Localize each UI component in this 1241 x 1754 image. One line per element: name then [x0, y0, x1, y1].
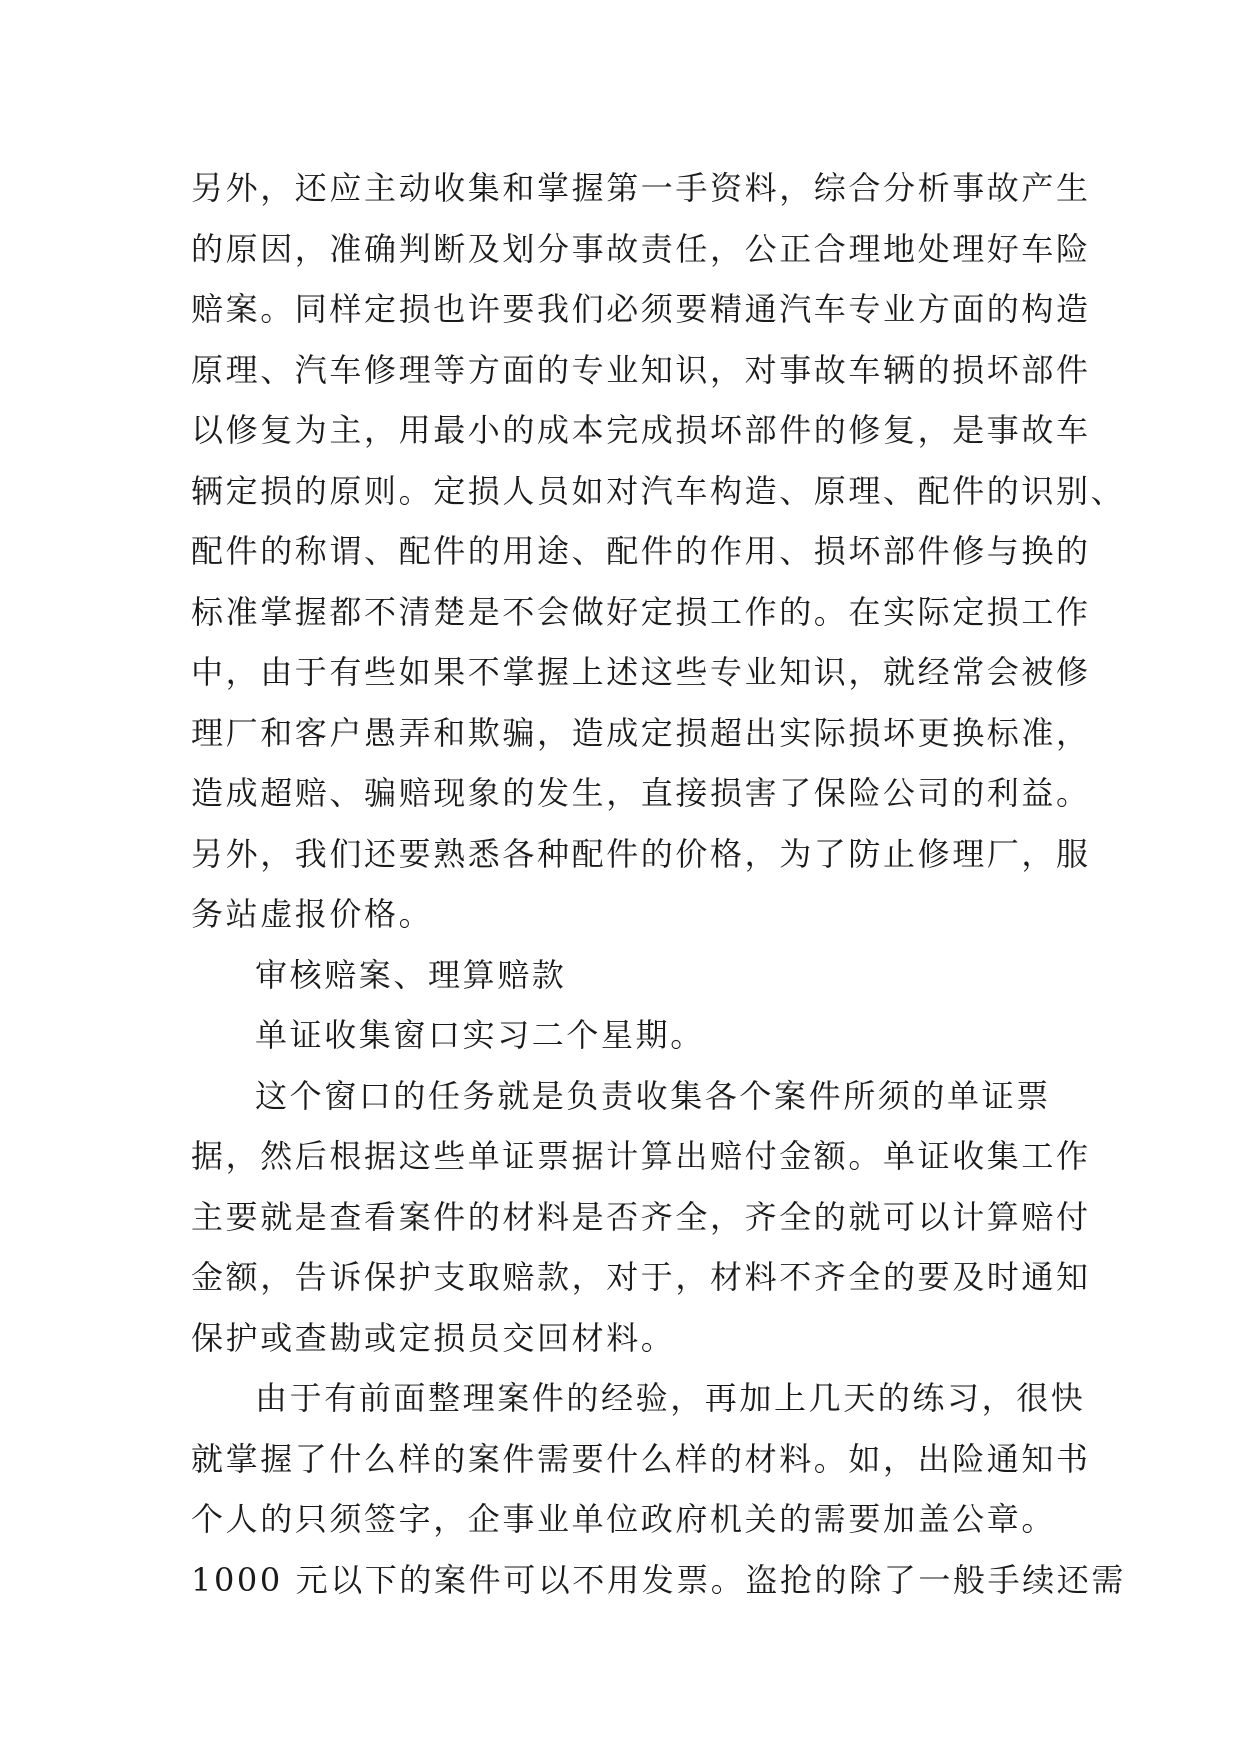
text-line: 单证收集窗口实习二个星期。: [255, 1016, 705, 1054]
paragraph-start: 这个窗口的任务就是负责收集各个案件所须的单证票: [255, 1076, 1051, 1115]
text-line: 1000 元以下的案件可以不用发票。盗抢的除了一般手续还需: [191, 1560, 1127, 1599]
text-line: 务站虚报价格。: [191, 895, 434, 933]
text-line: 保护或查勘或定损员交回材料。: [191, 1318, 676, 1357]
text-line: 以修复为主，用最小的成本完成损坏部件的修复，是事故车: [191, 411, 1091, 449]
text-line: 造成超赔、骗赔现象的发生，直接损害了保险公司的利益。: [191, 774, 1091, 812]
text-line: 另外，我们还要熟悉各种配件的价格，为了防止修理厂，服: [191, 834, 1091, 873]
text-line: 金额，告诉保护支取赔款，对于，材料不齐全的要及时通知: [191, 1258, 1091, 1296]
paragraph-start: 由于有前面整理案件的经验，再加上几天的练习，很快: [255, 1379, 1086, 1417]
text-line: 辆定损的原则。定损人员如对汽车构造、原理、配件的识别、: [191, 471, 1126, 510]
text-line: 据，然后根据这些单证票据计算出赔付金额。单证收集工作: [191, 1137, 1091, 1175]
text-line: 就掌握了什么样的案件需要什么样的材料。如，出险通知书: [191, 1439, 1091, 1478]
text-line: 理厂和客户愚弄和欺骗，造成定损超出实际损坏更换标准，: [191, 713, 1091, 752]
text-line: 配件的称谓、配件的用途、配件的作用、损坏部件修与换的: [191, 532, 1091, 570]
text-line: 主要就是查看案件的材料是否齐全，齐全的就可以计算赔付: [191, 1197, 1091, 1236]
body-text: [191, 158, 1127, 1610]
text-line: 中，由于有些如果不掌握上述这些专业知识，就经常会被修: [191, 653, 1091, 691]
section-heading: 审核赔案、理算赔款: [255, 955, 567, 994]
text-line: 原理、汽车修理等方面的专业知识，对事故车辆的损坏部件: [191, 350, 1091, 389]
text-line: 另外，还应主动收集和掌握第一手资料，综合分析事故产生: [191, 169, 1091, 207]
text-line: 个人的只须签字，企事业单位政府机关的需要加盖公章。: [191, 1500, 1057, 1538]
text-line: 标准掌握都不清楚是不会做好定损工作的。在实际定损工作: [191, 592, 1091, 631]
text-line: 的原因，准确判断及划分事故责任，公正合理地处理好车险: [191, 229, 1091, 268]
text-line: 赔案。同样定损也许要我们必须要精通汽车专业方面的构造: [191, 290, 1091, 328]
